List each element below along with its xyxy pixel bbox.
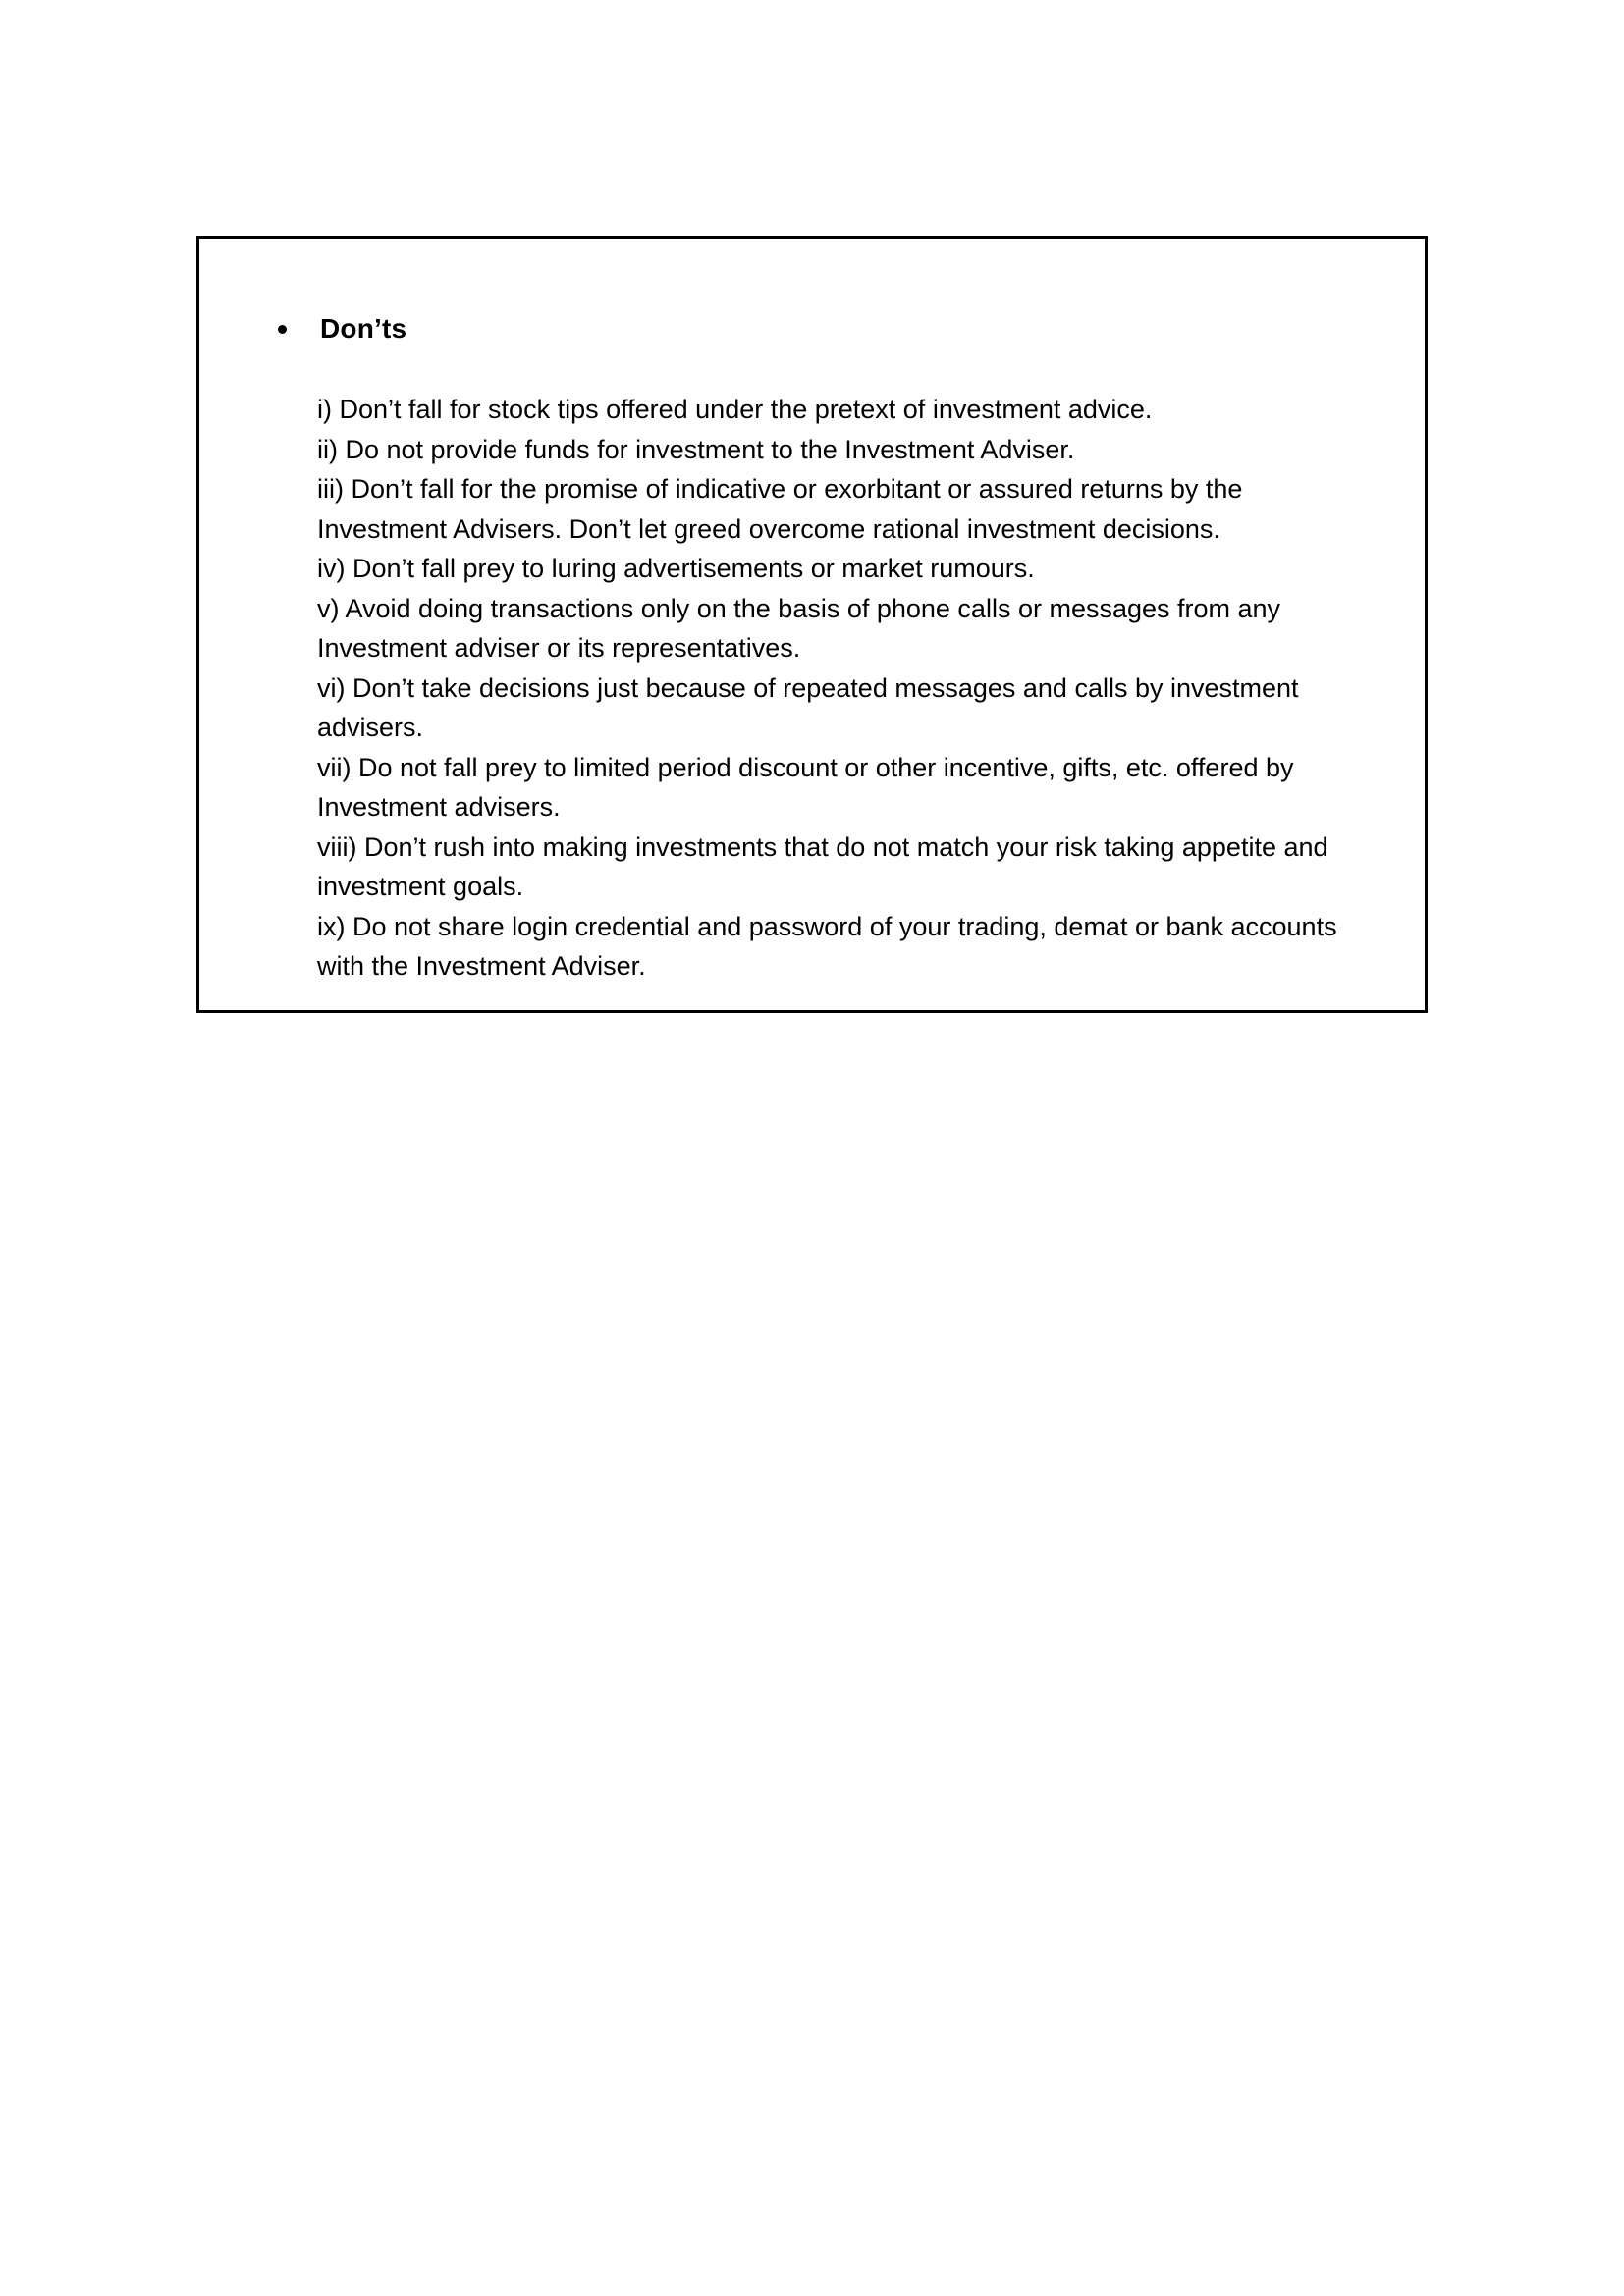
bullet-icon <box>278 325 287 334</box>
list-line: v) Avoid doing transactions only on the basis of phone calls or messages from any <box>317 593 1281 623</box>
donts-heading: Don’ts <box>320 313 407 344</box>
donts-box <box>196 236 1428 1013</box>
list-line: ii) Do not provide funds for investment to the Investment Adviser. <box>317 434 1075 464</box>
list-line: ix) Do not share login credential and password of your trading, demat or bank accounts <box>317 911 1337 941</box>
list-line: iii) Don’t fall for the promise of indicative or exorbitant or assured returns by the <box>317 474 1243 504</box>
list-line: iv) Don’t fall prey to luring advertisements or market rumours. <box>317 554 1035 583</box>
list-line: Investment adviser or its representatives. <box>317 633 801 663</box>
list-line: with the Investment Adviser. <box>317 951 646 981</box>
list-line: i) Don’t fall for stock tips offered under the pretext of investment advice. <box>317 395 1153 424</box>
list-line: vi) Don’t take decisions just because of repeated messages and calls by investment <box>317 672 1299 703</box>
list-line: Investment advisers. <box>317 792 561 822</box>
list-line: investment goals. <box>317 872 524 901</box>
list-line: Investment Advisers. Don’t let greed overcome rational investment decisions. <box>317 513 1220 544</box>
donts-heading-row <box>278 309 406 348</box>
list-line: viii) Don’t rush into making investments that do not match your risk taking appetite and <box>317 831 1328 862</box>
list-line: advisers. <box>317 713 424 742</box>
list-line: vii) Do not fall prey to limited period discount or other incentive, gifts, etc. offered by <box>317 752 1294 782</box>
donts-list <box>317 390 1421 987</box>
